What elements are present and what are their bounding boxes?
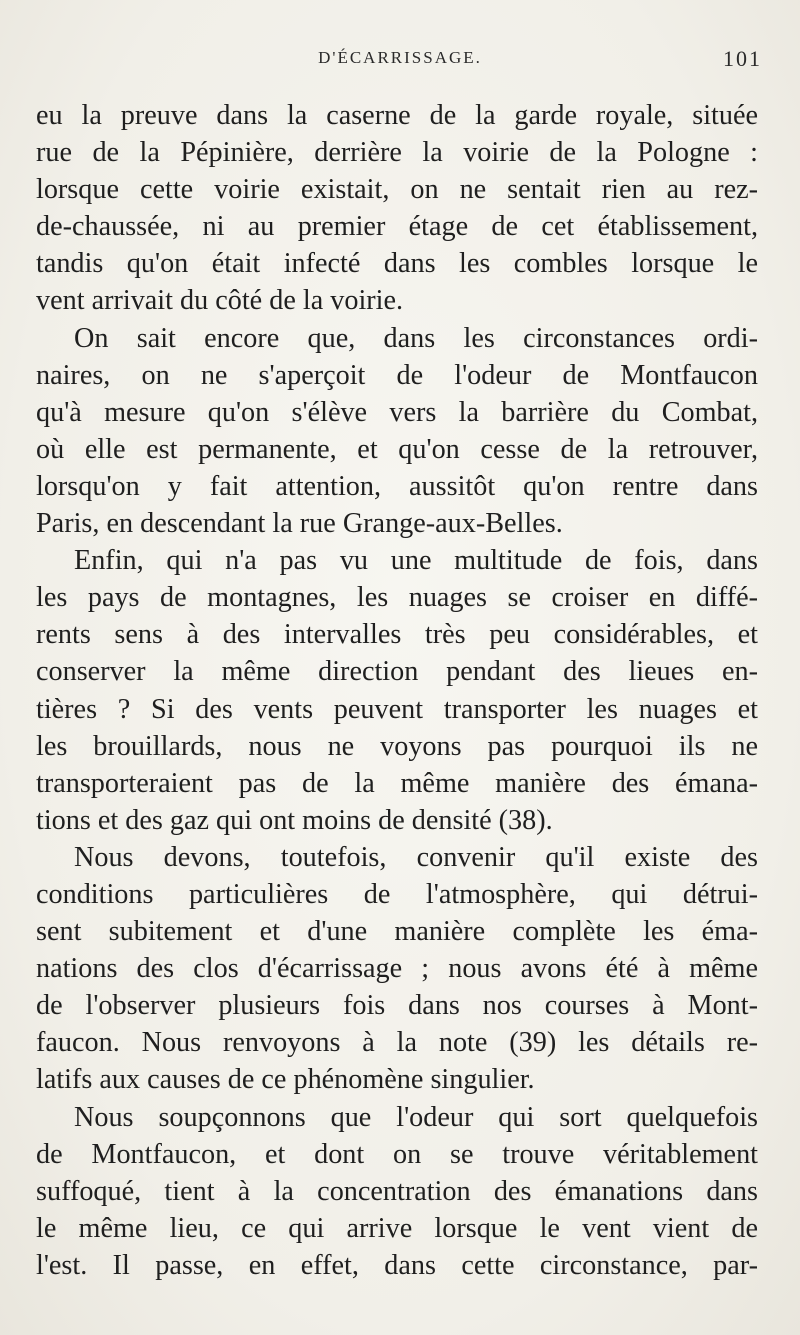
paragraph [36,542,758,839]
text-line: les brouillards, nous ne voyons pas pourquoi ils ne [36,730,758,762]
running-head [36,48,764,78]
text-line: Enfin, qui n'a pas vu une multitude de fois, dans [74,545,758,577]
text-line: de-chaussée, ni au premier étage de cet établissement, [36,211,758,243]
text-line: latifs aux causes de ce phénomène singulier. [36,1064,535,1096]
text-line: On sait encore que, dans les circonstances ordi- [74,322,758,354]
text-line: lorsque cette voirie existait, on ne sentait rien au rez- [36,174,758,206]
page-number: 101 [723,46,762,71]
text-line: faucon. Nous renvoyons à la note (39) les détails re- [36,1027,758,1059]
text-line: de l'observer plusieurs fois dans nos courses à Mont- [36,990,758,1022]
text-line: l'est. Il passe, en effet, dans cette circonstance, par- [36,1249,758,1281]
running-title: D'ÉCARRISSAGE. [318,48,482,67]
text-line: les pays de montagnes, les nuages se croiser en diffé- [36,582,758,614]
text-line: eu la preuve dans la caserne de la garde royale, située [36,100,758,131]
text-line: Paris, en descendant la rue Grange-aux-Belles. [36,508,563,540]
text-line: vent arrivait du côté de la voirie. [36,285,404,317]
text-line: naires, on ne s'aperçoit de l'odeur de Montfaucon [36,359,758,391]
text-line: le même lieu, ce qui arrive lorsque le vent vient de [36,1212,758,1244]
body-text [36,97,758,1284]
text-line: transporteraient pas de la même manière des émana- [36,767,758,799]
text-line: conserver la même direction pendant des lieues en- [36,656,758,688]
text-line: sent subitement et d'une manière complète les éma- [36,916,758,948]
paragraph [36,97,758,320]
text-line: où elle est permanente, et qu'on cesse de la retrouver, [36,433,758,465]
text-line: qu'à mesure qu'on s'élève vers la barrière du Combat, [36,396,758,428]
text-line: tandis qu'on était infecté dans les combles lorsque le [36,248,758,280]
text-line: rents sens à des intervalles très peu considérables, et [36,619,758,651]
text-line: nations des clos d'écarrissage ; nous avons été à même [36,953,758,985]
text-line: tières ? Si des vents peuvent transporter les nuages et [36,693,758,725]
text-line: lorsqu'on y fait attention, aussitôt qu'on rentre dans [36,470,758,502]
paragraph [36,1099,758,1284]
text-line: suffoqué, tient à la concentration des émanations dans [36,1175,758,1207]
paragraph [36,839,758,1099]
text-line: de Montfaucon, et dont on se trouve véritablement [36,1138,758,1170]
text-line: rue de la Pépinière, derrière la voirie de la Pologne : [36,137,758,169]
text-line: conditions particulières de l'atmosphère, qui détrui- [36,878,758,910]
text-line: Nous devons, toutefois, convenir qu'il existe des [74,841,758,873]
paragraph [36,320,758,543]
text-line: Nous soupçonnons que l'odeur qui sort quelquefois [74,1101,758,1133]
text-line: tions et des gaz qui ont moins de densité (38). [36,804,553,836]
